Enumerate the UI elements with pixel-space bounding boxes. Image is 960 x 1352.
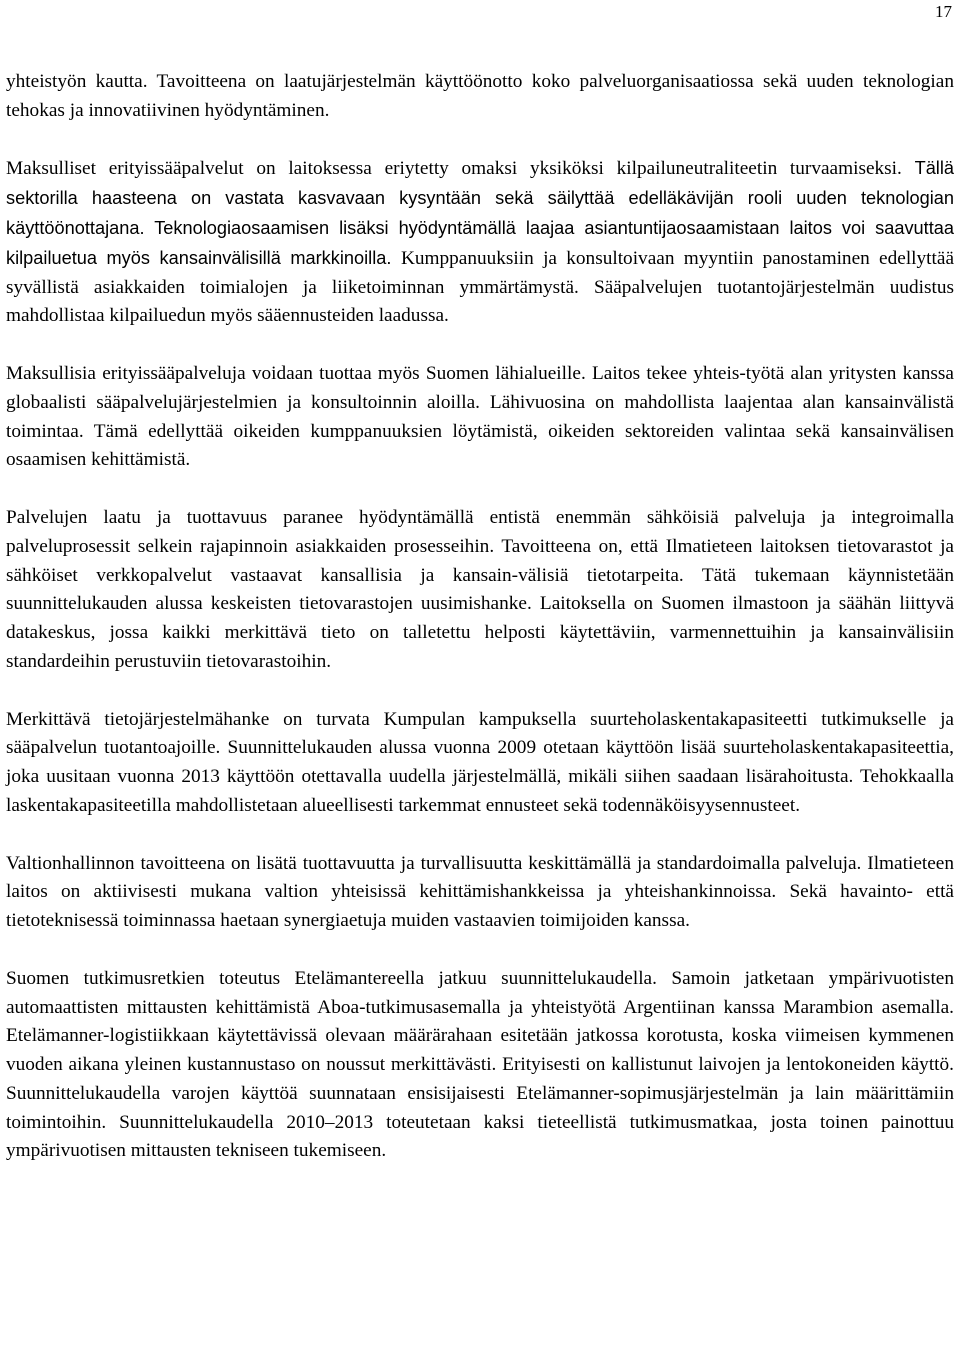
paragraph-2-text-d: Kumppanuuksiin ja konsultoivaan myyntiin panostaminen edellyttää syvällistä asiakkaiden toimialojen ja liiketoiminnan ymmärtämystä. Sääpalvelujen tuotantojärjestelmän uudistus mahdollistaa kilpailuedun myös sääennusteiden laadussa. (6, 247, 954, 327)
paragraph-4 (6, 504, 954, 677)
paragraph-6 (6, 850, 954, 936)
paragraph-2-text-c: Teknologiaosaamisen lisäksi hyödyntämällä laajaa asiantuntijaosaamistaan laitos voi saavuttaa kilpailuetua myös kansainvälisillä markkinoilla. (6, 217, 954, 268)
paragraph-3-text: Maksullisia erityissääpalveluja voidaan tuottaa myös Suomen lähialueille. Laitos tekee yhteis-työtä alan yritysten kanssa globaalisti sääpalvelujärjestelmien ja konsultoinnin aloilla. Lähivuosina on mahdollista laajentaa alan kansainvälistä toimintaa. Tämä edellyttää oikeiden kumppanuuksien löytämistä, oikeiden sektoreiden valintaa sekä kansainvälisen osaamisen kehittämistä. (6, 362, 954, 471)
page-number: 17 (935, 2, 952, 21)
document-body (6, 68, 954, 1195)
paragraph-1 (6, 68, 954, 126)
paragraph-1-text: yhteistyön kautta. Tavoitteena on laatujärjestelmän käyttöönotto koko palveluorganisaatiossa sekä uuden teknologian tehokas ja innovatiivinen hyödyntäminen. (6, 71, 954, 121)
paragraph-7 (6, 965, 954, 1167)
paragraph-5-text: Merkittävä tietojärjestelmähanke on turvata Kumpulan kampuksella suurteholaskentakapasiteetti tutkimukselle ja sääpalvelun tuotantoajoille. Suunnittelukauden alussa vuonna 2009 otetaan käyttöön lisää suurteholaskentakapasiteettia, joka uusitaan vuonna 2013 käyttöön otettavalla uudella järjestelmällä, mikäli siihen saadaan lisärahoitusta. Tehokkaalla laskentakapasiteetilla mahdollistetaan alueellisesti tarkemmat ennusteet sekä todennäköisyysennusteet. (6, 708, 954, 816)
paragraph-2 (6, 154, 954, 331)
paragraph-4-text: Palvelujen laatu ja tuottavuus paranee hyödyntämällä entistä enemmän sähköisiä palveluja ja integroimalla palveluprosessit selkein rajapinnoin asiakkaiden prosesseihin. Tavoitteena on, että Ilmatieteen laitoksen tietovarastot ja sähköiset verkkopalvelut vastaavat kansallisia ja kansain-välisiä tietotarpeita. Tätä tukemaan käynnistetään suunnittelukauden alussa keskeisten tietovarastojen uusimishanke. Laitoksella on Suomen ilmastoon ja säähän liittyvä datakeskus, jossa kaikki merkittävä tieto on talletettu helposti käytettäviin, varmennettuihin ja kansainvälisiin standardeihin perustuviin tietovarastoihin. (6, 506, 954, 672)
paragraph-5 (6, 706, 954, 821)
paragraph-2-text-b: Tällä sektorilla haasteena on vastata kasvavaan kysyntään sekä säilyttää edelläkävijän rooli uuden teknologian käyttöönottajana. (6, 158, 954, 238)
paragraph-2-text-a: Maksulliset erityissääpalvelut on laitoksessa eriytetty omaksi yksiköksi kilpailuneutraliteetin turvaamiseksi. (6, 158, 915, 180)
paragraph-6-text: Valtionhallinnon tavoitteena on lisätä tuottavuutta ja turvallisuutta keskittämällä ja standardoimalla palveluja. Ilmatieteen laitos on aktiivisesti mukana valtion yhteisissä kehittämishankkeissa ja yhteishankinnoissa. Sekä havainto- että tietoteknisessä toiminnassa haetaan synergiaetuja muiden vastaavien toimijoiden kanssa. (6, 852, 954, 932)
paragraph-7-text: Suomen tutkimusretkien toteutus Etelämantereella jatkuu suunnittelukaudella. Samoin jatketaan ympärivuotisten automaattisten mittausten kehittämistä Aboa-tutkimusasemalla ja yhteistyötä Argentiinan kanssa Marambion asemalla. Etelämanner-logistiikkaan käytettävissä olevaan määrärahaan esitetään jatkossa korotusta, koska viimeisen kymmenen vuoden aikana yleinen kustannustaso on noussut merkittävästi. Erityisesti on kallistunut laivojen ja lentokoneiden käyttö. Suunnittelukaudella varojen käyttöä suunnataan ensisijaisesti Etelämanner-sopimusjärjestelmän ja lain määrittämiin toimintoihin. Suunnittelukaudella 2010–2013 toteutetaan kaksi tieteellistä tutkimusmatkaa, josta toinen painottuu ympärivuotisen mittausten tekniseen tukemiseen. (6, 967, 954, 1162)
paragraph-3 (6, 360, 954, 475)
